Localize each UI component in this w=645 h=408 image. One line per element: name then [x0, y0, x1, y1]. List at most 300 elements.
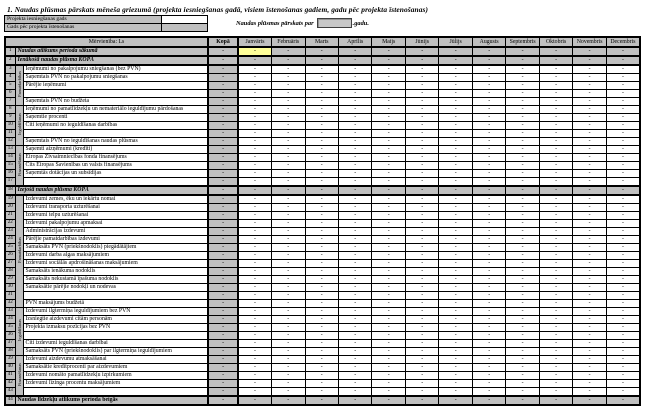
value-cell[interactable]: - — [472, 284, 505, 292]
value-cell[interactable]: - — [305, 380, 338, 388]
value-cell[interactable]: - — [606, 74, 640, 82]
value-cell[interactable]: - — [238, 74, 271, 82]
value-cell[interactable]: - — [439, 212, 472, 220]
value-cell[interactable]: - — [338, 364, 371, 372]
value-cell[interactable]: - — [539, 340, 572, 348]
value-cell[interactable]: - — [439, 356, 472, 364]
value-cell[interactable]: - — [338, 195, 371, 204]
value-cell[interactable]: - — [539, 146, 572, 154]
value-cell[interactable]: - — [338, 146, 371, 154]
value-cell[interactable]: - — [573, 356, 606, 364]
value-cell[interactable]: - — [272, 372, 305, 380]
value-cell[interactable]: - — [272, 268, 305, 276]
total-cell[interactable]: - — [208, 260, 238, 268]
value-cell[interactable]: - — [272, 186, 305, 195]
value-cell[interactable]: - — [238, 195, 271, 204]
value-cell[interactable]: - — [372, 178, 405, 187]
value-cell[interactable]: - — [405, 154, 438, 162]
value-cell[interactable]: - — [539, 130, 572, 138]
value-cell[interactable]: - — [238, 388, 271, 397]
value-cell[interactable]: - — [405, 332, 438, 340]
value-cell[interactable]: - — [372, 122, 405, 130]
value-cell[interactable]: - — [506, 82, 539, 90]
value-cell[interactable]: - — [539, 178, 572, 187]
value-cell[interactable]: - — [539, 316, 572, 324]
value-cell[interactable]: - — [472, 204, 505, 212]
value-cell[interactable]: - — [506, 324, 539, 332]
value-cell[interactable]: - — [238, 130, 271, 138]
value-cell[interactable]: - — [305, 292, 338, 300]
value-cell[interactable]: - — [573, 98, 606, 106]
value-cell[interactable]: - — [405, 284, 438, 292]
value-cell[interactable]: - — [439, 316, 472, 324]
value-cell[interactable]: - — [573, 56, 606, 65]
value-cell[interactable]: - — [372, 65, 405, 74]
value-cell[interactable]: - — [405, 244, 438, 252]
value-cell[interactable]: - — [372, 154, 405, 162]
value-cell[interactable]: - — [338, 114, 371, 122]
value-cell[interactable]: - — [472, 236, 505, 244]
value-cell[interactable]: - — [238, 114, 271, 122]
value-cell[interactable]: - — [472, 154, 505, 162]
value-cell[interactable]: - — [372, 162, 405, 170]
value-cell[interactable]: - — [472, 388, 505, 397]
value-cell[interactable]: - — [573, 300, 606, 308]
value-cell[interactable]: - — [472, 228, 505, 236]
value-cell[interactable]: - — [472, 162, 505, 170]
value-cell[interactable]: - — [338, 220, 371, 228]
total-cell[interactable]: - — [208, 154, 238, 162]
value-cell[interactable]: - — [506, 90, 539, 98]
value-cell[interactable]: - — [405, 356, 438, 364]
value-cell[interactable]: - — [606, 82, 640, 90]
value-cell[interactable]: - — [606, 236, 640, 244]
value-cell[interactable]: - — [272, 348, 305, 356]
value-cell[interactable]: - — [238, 56, 271, 65]
value-cell[interactable]: - — [338, 268, 371, 276]
value-cell[interactable]: - — [539, 170, 572, 178]
value-cell[interactable]: - — [238, 106, 271, 114]
value-cell[interactable]: - — [272, 316, 305, 324]
value-cell[interactable]: - — [405, 212, 438, 220]
value-cell[interactable]: - — [405, 138, 438, 146]
value-cell[interactable]: - — [338, 138, 371, 146]
value-cell[interactable]: - — [305, 244, 338, 252]
value-cell[interactable]: - — [338, 90, 371, 98]
value-cell[interactable]: - — [539, 276, 572, 284]
value-cell[interactable]: - — [272, 106, 305, 114]
value-cell[interactable]: - — [472, 47, 505, 56]
value-cell[interactable]: - — [606, 396, 640, 405]
value-cell[interactable]: - — [305, 356, 338, 364]
value-cell[interactable]: - — [405, 372, 438, 380]
value-cell[interactable]: - — [439, 114, 472, 122]
value-cell[interactable]: - — [539, 162, 572, 170]
value-cell[interactable]: - — [405, 348, 438, 356]
value-cell[interactable]: - — [372, 130, 405, 138]
value-cell[interactable]: - — [439, 90, 472, 98]
value-cell[interactable]: - — [606, 162, 640, 170]
value-cell[interactable]: - — [305, 316, 338, 324]
value-cell[interactable]: - — [472, 316, 505, 324]
value-cell[interactable]: - — [372, 204, 405, 212]
value-cell[interactable]: - — [606, 356, 640, 364]
value-cell[interactable]: - — [506, 98, 539, 106]
value-cell[interactable]: - — [606, 186, 640, 195]
value-cell[interactable]: - — [506, 268, 539, 276]
value-cell[interactable]: - — [573, 186, 606, 195]
total-cell[interactable]: - — [208, 178, 238, 187]
value-cell[interactable]: - — [305, 340, 338, 348]
value-cell[interactable]: - — [606, 138, 640, 146]
value-cell[interactable]: - — [573, 154, 606, 162]
value-cell[interactable]: - — [238, 308, 271, 316]
value-cell[interactable]: - — [238, 212, 271, 220]
value-cell[interactable]: - — [305, 65, 338, 74]
total-cell[interactable]: - — [208, 340, 238, 348]
total-cell[interactable]: - — [208, 284, 238, 292]
value-cell[interactable]: - — [272, 356, 305, 364]
value-cell[interactable]: - — [539, 204, 572, 212]
value-cell[interactable]: - — [539, 348, 572, 356]
value-cell[interactable]: - — [573, 316, 606, 324]
value-cell[interactable]: - — [405, 74, 438, 82]
value-cell[interactable]: - — [606, 65, 640, 74]
value-cell[interactable]: - — [539, 308, 572, 316]
value-cell[interactable]: - — [506, 138, 539, 146]
value-cell[interactable]: - — [338, 170, 371, 178]
value-cell[interactable]: - — [606, 130, 640, 138]
value-cell[interactable]: - — [573, 204, 606, 212]
value-cell[interactable]: - — [506, 47, 539, 56]
value-cell[interactable]: - — [472, 106, 505, 114]
value-cell[interactable]: - — [372, 236, 405, 244]
value-cell[interactable]: - — [439, 186, 472, 195]
value-cell[interactable]: - — [539, 56, 572, 65]
value-cell[interactable]: - — [472, 380, 505, 388]
value-cell[interactable]: - — [305, 252, 338, 260]
value-cell[interactable]: - — [372, 380, 405, 388]
value-cell[interactable]: - — [573, 252, 606, 260]
value-cell[interactable]: - — [372, 364, 405, 372]
value-cell[interactable]: - — [539, 114, 572, 122]
value-cell[interactable]: - — [272, 98, 305, 106]
value-cell[interactable]: - — [506, 106, 539, 114]
value-cell[interactable]: - — [305, 228, 338, 236]
total-cell[interactable]: - — [208, 98, 238, 106]
value-cell[interactable]: - — [305, 170, 338, 178]
value-cell[interactable]: - — [439, 98, 472, 106]
value-cell[interactable]: - — [573, 380, 606, 388]
value-cell[interactable]: - — [272, 178, 305, 187]
value-cell[interactable]: - — [238, 154, 271, 162]
value-cell[interactable]: - — [338, 380, 371, 388]
value-cell[interactable]: - — [506, 380, 539, 388]
value-cell[interactable]: - — [372, 170, 405, 178]
value-cell[interactable]: - — [606, 252, 640, 260]
value-cell[interactable]: - — [439, 74, 472, 82]
value-cell[interactable]: - — [539, 82, 572, 90]
value-cell[interactable]: - — [305, 276, 338, 284]
value-cell[interactable]: - — [238, 380, 271, 388]
value-cell[interactable]: - — [272, 340, 305, 348]
value-cell[interactable]: - — [472, 332, 505, 340]
value-cell[interactable]: - — [606, 122, 640, 130]
value-cell[interactable]: - — [272, 170, 305, 178]
value-cell[interactable]: - — [305, 162, 338, 170]
value-cell[interactable]: - — [238, 186, 271, 195]
value-cell[interactable]: - — [272, 82, 305, 90]
value-cell[interactable]: - — [506, 276, 539, 284]
value-cell[interactable]: - — [472, 98, 505, 106]
value-cell[interactable]: - — [506, 114, 539, 122]
value-cell[interactable]: - — [338, 260, 371, 268]
value-cell[interactable]: - — [472, 244, 505, 252]
value-cell[interactable]: - — [472, 56, 505, 65]
value-cell[interactable]: - — [372, 324, 405, 332]
value-cell[interactable]: - — [405, 90, 438, 98]
value-cell[interactable]: - — [439, 372, 472, 380]
value-cell[interactable]: - — [372, 260, 405, 268]
value-cell[interactable]: - — [405, 114, 438, 122]
value-cell[interactable]: - — [238, 396, 271, 405]
value-cell[interactable]: - — [338, 292, 371, 300]
value-cell[interactable]: - — [472, 122, 505, 130]
value-cell[interactable]: - — [539, 186, 572, 195]
value-cell[interactable]: - — [573, 74, 606, 82]
value-cell[interactable]: - — [405, 162, 438, 170]
value-cell[interactable]: - — [272, 195, 305, 204]
value-cell[interactable]: - — [405, 300, 438, 308]
value-cell[interactable]: - — [506, 252, 539, 260]
value-cell[interactable]: - — [606, 170, 640, 178]
value-cell[interactable]: - — [573, 324, 606, 332]
value-cell[interactable]: - — [472, 90, 505, 98]
total-cell[interactable]: - — [208, 348, 238, 356]
value-cell[interactable]: - — [338, 388, 371, 397]
value-cell[interactable]: - — [539, 138, 572, 146]
value-cell[interactable]: - — [472, 340, 505, 348]
value-cell[interactable]: - — [506, 308, 539, 316]
value-cell[interactable]: - — [573, 228, 606, 236]
value-cell[interactable]: - — [539, 300, 572, 308]
value-cell[interactable]: - — [606, 56, 640, 65]
value-cell[interactable]: - — [472, 396, 505, 405]
value-cell[interactable]: - — [238, 260, 271, 268]
value-cell[interactable]: - — [238, 276, 271, 284]
value-cell[interactable]: - — [472, 324, 505, 332]
value-cell[interactable]: - — [539, 122, 572, 130]
value-cell[interactable]: - — [573, 236, 606, 244]
total-cell[interactable]: - — [208, 364, 238, 372]
value-cell[interactable]: - — [539, 332, 572, 340]
value-cell[interactable]: - — [338, 340, 371, 348]
value-cell[interactable]: - — [472, 212, 505, 220]
value-cell[interactable]: - — [272, 244, 305, 252]
value-cell[interactable]: - — [338, 47, 371, 56]
total-cell[interactable]: - — [208, 236, 238, 244]
value-cell[interactable]: - — [305, 130, 338, 138]
value-cell[interactable]: - — [506, 74, 539, 82]
highlighted-cell[interactable]: - — [238, 47, 271, 56]
value-cell[interactable]: - — [573, 396, 606, 405]
value-cell[interactable]: - — [606, 114, 640, 122]
value-cell[interactable]: - — [338, 82, 371, 90]
value-cell[interactable]: - — [305, 212, 338, 220]
value-cell[interactable]: - — [305, 268, 338, 276]
value-cell[interactable]: - — [405, 122, 438, 130]
value-cell[interactable]: - — [472, 276, 505, 284]
value-cell[interactable]: - — [405, 292, 438, 300]
value-cell[interactable]: - — [506, 284, 539, 292]
value-cell[interactable]: - — [405, 82, 438, 90]
value-cell[interactable]: - — [573, 388, 606, 397]
value-cell[interactable]: - — [506, 65, 539, 74]
total-cell[interactable]: - — [208, 106, 238, 114]
value-cell[interactable]: - — [506, 340, 539, 348]
value-cell[interactable]: - — [606, 195, 640, 204]
value-cell[interactable]: - — [472, 252, 505, 260]
value-cell[interactable]: - — [338, 244, 371, 252]
value-cell[interactable]: - — [372, 82, 405, 90]
total-cell[interactable]: - — [208, 138, 238, 146]
value-cell[interactable]: - — [439, 122, 472, 130]
value-cell[interactable]: - — [606, 204, 640, 212]
value-cell[interactable]: - — [305, 364, 338, 372]
value-cell[interactable]: - — [405, 195, 438, 204]
value-cell[interactable]: - — [372, 388, 405, 397]
value-cell[interactable]: - — [305, 98, 338, 106]
value-cell[interactable]: - — [372, 396, 405, 405]
value-cell[interactable]: - — [305, 90, 338, 98]
value-cell[interactable]: - — [539, 236, 572, 244]
value-cell[interactable]: - — [439, 348, 472, 356]
value-cell[interactable]: - — [372, 138, 405, 146]
value-cell[interactable]: - — [305, 154, 338, 162]
value-cell[interactable]: - — [405, 276, 438, 284]
value-cell[interactable]: - — [439, 195, 472, 204]
total-cell[interactable]: - — [208, 162, 238, 170]
value-cell[interactable]: - — [238, 364, 271, 372]
value-cell[interactable]: - — [372, 56, 405, 65]
total-cell[interactable]: - — [208, 380, 238, 388]
value-cell[interactable]: - — [539, 65, 572, 74]
value-cell[interactable]: - — [405, 170, 438, 178]
value-cell[interactable]: - — [573, 138, 606, 146]
value-cell[interactable]: - — [238, 268, 271, 276]
value-cell[interactable]: - — [238, 162, 271, 170]
value-cell[interactable]: - — [606, 284, 640, 292]
value-cell[interactable]: - — [305, 332, 338, 340]
value-cell[interactable]: - — [272, 276, 305, 284]
value-cell[interactable]: - — [573, 268, 606, 276]
value-cell[interactable]: - — [272, 228, 305, 236]
value-cell[interactable]: - — [305, 348, 338, 356]
value-cell[interactable]: - — [238, 292, 271, 300]
value-cell[interactable]: - — [272, 300, 305, 308]
value-cell[interactable]: - — [372, 186, 405, 195]
total-cell[interactable]: - — [208, 170, 238, 178]
value-cell[interactable]: - — [439, 228, 472, 236]
total-cell[interactable]: - — [208, 244, 238, 252]
value-cell[interactable]: - — [372, 268, 405, 276]
value-cell[interactable]: - — [506, 56, 539, 65]
value-cell[interactable]: - — [539, 252, 572, 260]
value-cell[interactable]: - — [372, 195, 405, 204]
value-cell[interactable]: - — [606, 90, 640, 98]
value-cell[interactable]: - — [238, 204, 271, 212]
value-cell[interactable]: - — [272, 236, 305, 244]
value-cell[interactable]: - — [606, 380, 640, 388]
value-cell[interactable]: - — [305, 122, 338, 130]
value-cell[interactable]: - — [338, 65, 371, 74]
value-cell[interactable]: - — [272, 130, 305, 138]
value-cell[interactable]: - — [305, 195, 338, 204]
value-cell[interactable]: - — [405, 268, 438, 276]
total-cell[interactable]: - — [208, 372, 238, 380]
value-cell[interactable]: - — [506, 178, 539, 187]
value-cell[interactable]: - — [606, 308, 640, 316]
value-cell[interactable]: - — [506, 154, 539, 162]
value-cell[interactable]: - — [372, 340, 405, 348]
value-cell[interactable]: - — [272, 47, 305, 56]
value-cell[interactable]: - — [372, 47, 405, 56]
value-cell[interactable]: - — [539, 292, 572, 300]
value-cell[interactable]: - — [272, 388, 305, 397]
value-cell[interactable]: - — [606, 178, 640, 187]
value-cell[interactable]: - — [573, 260, 606, 268]
value-cell[interactable]: - — [238, 178, 271, 187]
total-cell[interactable]: - — [208, 276, 238, 284]
value-cell[interactable]: - — [439, 56, 472, 65]
value-cell[interactable]: - — [305, 396, 338, 405]
total-cell[interactable]: - — [208, 195, 238, 204]
value-cell[interactable]: - — [238, 138, 271, 146]
value-cell[interactable]: - — [272, 308, 305, 316]
value-cell[interactable]: - — [305, 284, 338, 292]
value-cell[interactable]: - — [405, 146, 438, 154]
value-cell[interactable]: - — [372, 98, 405, 106]
value-cell[interactable]: - — [439, 388, 472, 397]
value-cell[interactable]: - — [472, 74, 505, 82]
value-cell[interactable]: - — [539, 90, 572, 98]
value-cell[interactable]: - — [405, 308, 438, 316]
value-cell[interactable]: - — [539, 396, 572, 405]
value-cell[interactable]: - — [573, 244, 606, 252]
value-cell[interactable]: - — [338, 122, 371, 130]
value-cell[interactable]: - — [372, 228, 405, 236]
value-cell[interactable]: - — [506, 146, 539, 154]
value-cell[interactable]: - — [272, 212, 305, 220]
value-cell[interactable]: - — [238, 90, 271, 98]
value-cell[interactable]: - — [439, 130, 472, 138]
value-cell[interactable]: - — [338, 236, 371, 244]
value-cell[interactable]: - — [439, 292, 472, 300]
value-cell[interactable]: - — [506, 195, 539, 204]
value-cell[interactable]: - — [439, 252, 472, 260]
value-cell[interactable]: - — [238, 65, 271, 74]
value-cell[interactable]: - — [506, 332, 539, 340]
value-cell[interactable]: - — [573, 220, 606, 228]
value-cell[interactable]: - — [439, 340, 472, 348]
value-cell[interactable]: - — [439, 138, 472, 146]
total-cell[interactable]: - — [208, 65, 238, 74]
value-cell[interactable]: - — [573, 130, 606, 138]
value-cell[interactable]: - — [606, 316, 640, 324]
value-cell[interactable]: - — [439, 170, 472, 178]
value-cell[interactable]: - — [606, 220, 640, 228]
value-cell[interactable]: - — [573, 284, 606, 292]
